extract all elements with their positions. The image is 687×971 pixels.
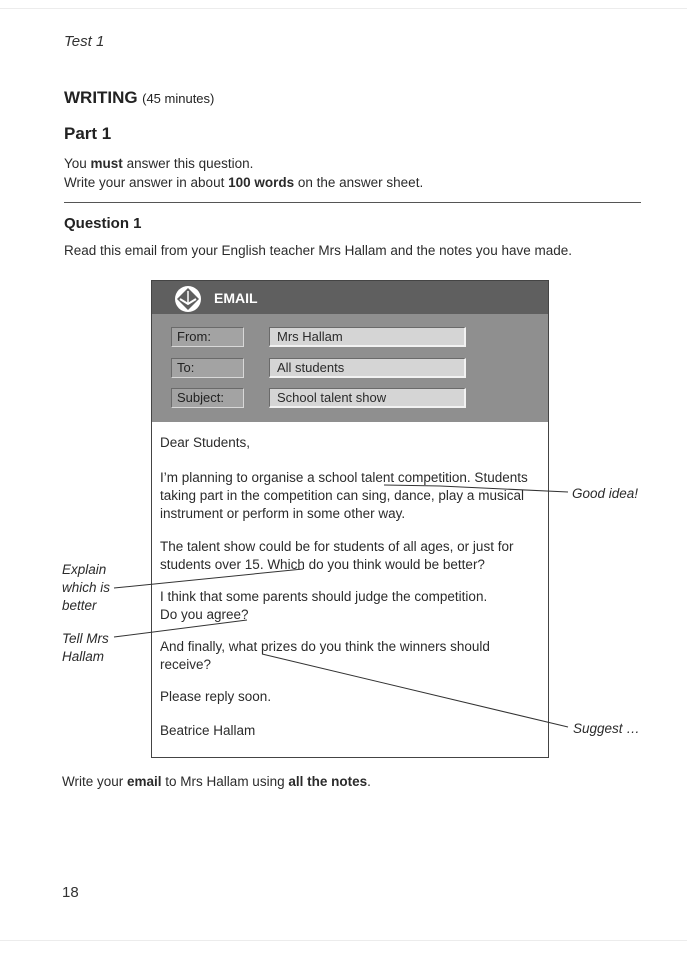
bottom-rule — [0, 940, 687, 941]
section-duration: (45 minutes) — [142, 91, 215, 106]
section-name: WRITING — [64, 88, 138, 107]
to-field: All students — [269, 358, 466, 378]
email-paragraph-4: And finally, what prizes do you think the winners should receive? — [160, 639, 490, 672]
pointer-tell — [114, 620, 247, 637]
note-explain: Explain which is better — [62, 562, 111, 613]
pointer-good-idea — [384, 485, 568, 492]
subject-label: Subject: — [171, 388, 244, 408]
part-title: Part 1 — [64, 124, 112, 143]
write-instruction: Write your email to Mrs Hallam using all the notes. — [62, 774, 371, 789]
test-label: Test 1 — [64, 33, 105, 50]
from-label: From: — [171, 327, 244, 347]
email-greeting: Dear Students, — [160, 435, 251, 450]
email-paragraph-1: I’m planning to organise a school talent competition. Students taking part in the competition can sing, dance, play a musical instrument or perform in some other way. — [160, 470, 528, 521]
to-label: To: — [171, 358, 244, 378]
note-suggest: Suggest … — [573, 721, 640, 736]
question-text: Read this email from your English teacher Mrs Hallam and the notes you have made. — [64, 243, 572, 258]
subject-field: School talent show — [269, 388, 466, 408]
email-signature: Beatrice Hallam — [160, 723, 256, 738]
email-closing: Please reply soon. — [160, 689, 272, 704]
question-title: Question 1 — [64, 215, 142, 232]
note-good-idea: Good idea! — [572, 486, 639, 501]
email-paragraph-3: I think that some parents should judge the competition. Do you agree? — [160, 589, 488, 622]
from-field: Mrs Hallam — [269, 327, 466, 347]
instruction-line-2: Write your answer in about 100 words on the answer sheet. — [64, 175, 424, 190]
pointer-suggest — [262, 654, 568, 727]
note-tell: Tell Mrs Hallam — [62, 631, 109, 664]
instruction-line-1: You must answer this question. — [64, 156, 254, 171]
email-paragraph-2: The talent show could be for students of all ages, or just for students over 15. Which do you think would be better? — [160, 539, 514, 572]
page-number: 18 — [62, 884, 79, 901]
pointer-explain — [114, 569, 303, 588]
email-header-label: EMAIL — [214, 290, 258, 306]
